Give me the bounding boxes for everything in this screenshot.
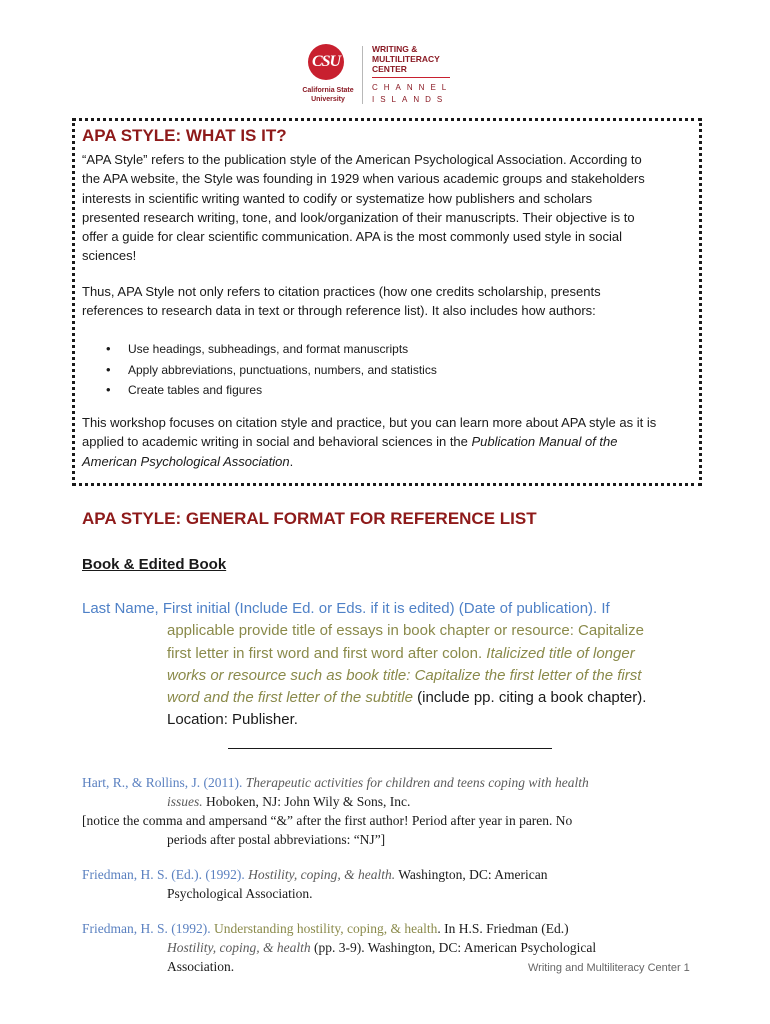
ref-author-date: Hart, R., & Rollins, J. (2011). (82, 775, 243, 790)
ref-book-title: Hostility, coping, & health (167, 940, 311, 955)
wmc-logo (300, 44, 480, 106)
center-name: WRITING & MULTILITERACY CENTER (372, 44, 440, 74)
university-name (298, 86, 358, 104)
template-segment: (include pp. citing a book chapter). (412, 689, 647, 707)
university-line-2: University (311, 96, 345, 103)
template-line: Location: Publisher. (167, 711, 298, 729)
template-segment: Italicized title of longer (482, 644, 635, 662)
reference-example-hart (82, 773, 702, 849)
text-segment: applied to academic writing in social and behavioral sciences in the (82, 434, 472, 450)
ref-chapter-title: Understanding hostility, coping, & health (210, 921, 438, 936)
ref-note: periods after postal abbreviations: “NJ”] (167, 832, 386, 847)
subheading-book: Book & Edited Book (82, 556, 227, 573)
list-item: • Create tables and figures (106, 380, 666, 401)
ref-title: Hostility, coping, & health. (244, 867, 396, 882)
list-item: • Apply abbreviations, punctuations, numbers, and statistics (106, 360, 666, 381)
logo-rule (372, 77, 450, 78)
text-line: This workshop focuses on citation style and practice, but you can learn more about APA style as it is (82, 415, 657, 430)
paragraph-apa-scope (82, 282, 692, 321)
ref-publisher: Hoboken, NJ: John Wily & Sons, Inc. (202, 794, 411, 809)
template-line: applicable provide title of essays in book chapter or resource: Capitalize (167, 622, 644, 640)
reference-format-template (82, 598, 702, 732)
text-line: the APA website, the Style was founding in 1929 when various academic groups and stakeholders (82, 171, 645, 187)
ref-note: [notice the comma and ampersand “&” after the first author! Period after year in paren. No (82, 813, 573, 828)
divider-line (228, 748, 552, 749)
text-segment: . (289, 453, 294, 469)
paragraph-workshop-focus (82, 413, 692, 471)
template-segment: word and the first letter of the subtitle (167, 689, 413, 707)
ref-pages-publisher: (pp. 3-9). Washington, DC: American Psychological (310, 940, 597, 955)
section-title: APA STYLE: GENERAL FORMAT FOR REFERENCE LIST (82, 509, 537, 528)
text-line: interests in scientific writing wanted to codify or systematize how publishers and scholars (82, 190, 593, 206)
ref-publisher: Association. (167, 959, 235, 974)
csu-seal-logo (308, 44, 344, 80)
text-line: “APA Style” refers to the publication style of the American Psychological Association. According to (82, 152, 642, 167)
template-line: works or resource such as book title: Capitalize the first letter of the first (167, 666, 642, 684)
ref-editor: . In H.S. Friedman (Ed.) (437, 921, 569, 936)
text-line: references to research data in text or through reference list). It also includes how authors: (82, 303, 596, 319)
list-item: • Use headings, subheadings, and format manuscripts (106, 339, 666, 360)
box-title: APA STYLE: WHAT IS IT? (82, 126, 287, 145)
text-line: offer a guide for clear scientific communication. APA is the most commonly used style in social (82, 229, 622, 245)
ref-title: Therapeutic activities for children and teens coping with health (242, 775, 589, 790)
ref-publisher: Psychological Association. (167, 886, 313, 901)
logo-initials: CSU (311, 53, 341, 70)
ref-author-date: Friedman, H. S. (1992). (82, 921, 211, 936)
text-line: sciences! (82, 248, 137, 264)
ref-author-date: Friedman, H. S. (Ed.). (1992). (82, 867, 245, 882)
text-line: Thus, APA Style not only refers to citation practices (how one credits scholarship, presents (82, 284, 601, 299)
text-line: presented research writing, tone, and look/organization of their manuscripts. Their objective is to (82, 209, 635, 225)
publication-manual-title: Publication Manual of the (471, 434, 618, 450)
logo-divider (362, 46, 363, 104)
publication-manual-title-cont: American Psychological Association (82, 453, 290, 469)
ref-title: issues. (167, 794, 203, 809)
reference-example-friedman-edited (82, 865, 702, 903)
author-tasks-list (106, 339, 666, 401)
page-footer: Writing and Multiliteracy Center 1 (528, 962, 690, 974)
template-segment: first letter in first word and first word after colon. (167, 644, 483, 662)
paragraph-apa-definition (82, 150, 692, 266)
campus-name: CHANNEL ISLANDS (372, 83, 453, 104)
ref-publisher: Washington, DC: American (395, 867, 548, 882)
university-line-1: California State (302, 87, 354, 94)
template-line: Last Name, First initial (Include Ed. or Eds. if it is edited) (Date of publication). If (82, 600, 610, 617)
